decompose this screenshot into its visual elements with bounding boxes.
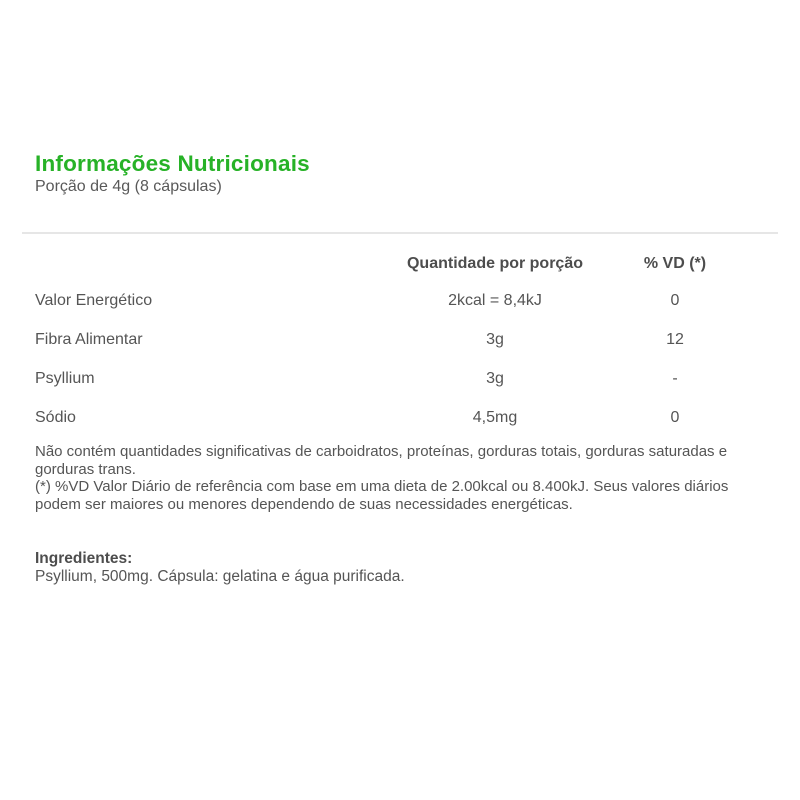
nutrient-quantity: 3g <box>486 370 504 387</box>
header-spacer <box>35 255 355 272</box>
nutrient-vd: - <box>672 370 678 387</box>
nutrient-quantity: 3g <box>486 331 504 348</box>
ingredients-text: Psyllium, 500mg. Cápsula: gelatina e água purificada. <box>35 567 405 585</box>
ingredients-section <box>35 550 767 585</box>
header-divider <box>22 232 778 234</box>
column-header-quantity: Quantidade por porção <box>406 255 583 272</box>
nutrient-quantity: 2kcal = 8,4kJ <box>448 292 542 309</box>
footnote-no-significant-amounts: Não contém quantidades significativas de carboidratos, proteínas, gorduras totais, gorduras saturadas e gorduras trans. <box>35 443 728 478</box>
table-row <box>35 331 765 348</box>
table-row <box>35 292 765 309</box>
nutrient-vd: 12 <box>666 331 684 348</box>
column-header-vd: % VD (*) <box>643 255 707 272</box>
nutrient-label: Psyllium <box>35 370 95 387</box>
table-row <box>35 370 765 387</box>
nutrient-vd: 0 <box>670 292 680 309</box>
nutrition-table-header <box>35 255 765 272</box>
serving-size-text: Porção de 4g (8 cápsulas) <box>35 178 222 195</box>
ingredients-title: Ingredientes: <box>35 550 133 567</box>
nutrient-label: Fibra Alimentar <box>35 331 143 348</box>
footnote-daily-value-reference: (*) %VD Valor Diário de referência com base em uma dieta de 2.00kcal ou 8.400kJ. Seus valores diários podem ser maiores ou menores dependendo de suas necessidades energéticas. <box>35 478 729 513</box>
nutrient-label: Valor Energético <box>35 292 153 309</box>
nutrient-quantity: 4,5mg <box>472 409 518 426</box>
page-title: Informações Nutricionais <box>35 151 310 176</box>
nutrition-table <box>35 255 765 426</box>
table-row <box>35 409 765 426</box>
nutrient-label: Sódio <box>35 409 76 426</box>
label-header <box>35 151 310 196</box>
nutrient-vd: 0 <box>670 409 680 426</box>
footnotes <box>35 443 767 513</box>
